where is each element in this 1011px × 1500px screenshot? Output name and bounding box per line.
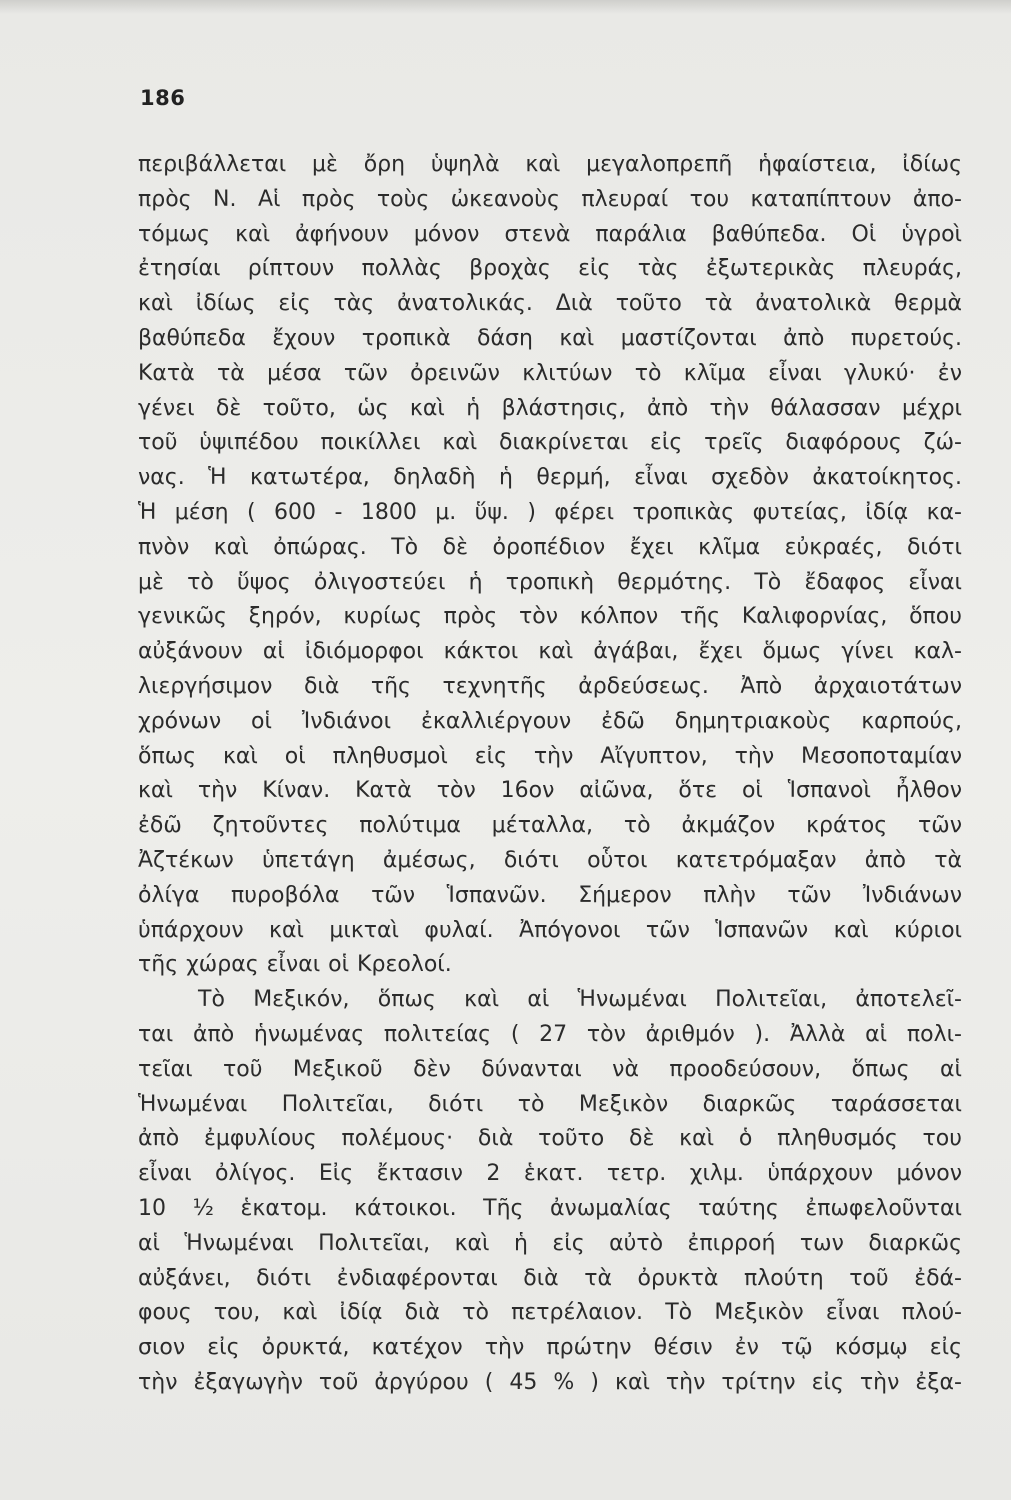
- text-line: τεῖαι τοῦ Μεξικοῦ δὲν δύνανται νὰ προοδεύσουν, ὅπως αἱ: [138, 1056, 962, 1082]
- paragraph-end-line: τῆς χώρας εἶναι οἱ Κρεολοί.: [138, 952, 452, 978]
- text-line: Ἡνωμέναι Πολιτεῖαι, διότι τὸ Μεξικὸν διαρκῶς ταράσσεται: [138, 1091, 962, 1117]
- text-line: πρὸς Ν. Αἱ πρὸς τοὺς ὠκεανοὺς πλευραί του καταπίπτουν ἀπο-: [138, 186, 962, 212]
- text-line: Κατὰ τὰ μέσα τῶν ὀρεινῶν κλιτύων τὸ κλῖμα εἶναι γλυκύ· ἐν: [138, 360, 962, 386]
- text-line: σιον εἰς ὀρυκτά, κατέχον τὴν πρώτην θέσιν ἐν τῷ κόσμῳ εἰς: [138, 1335, 962, 1361]
- text-line: ἐδῶ ζητοῦντες πολύτιμα μέταλλα, τὸ ἀκμάζον κράτος τῶν: [138, 813, 962, 839]
- text-line: ἀπὸ ἐμφυλίους πολέμους· διὰ τοῦτο δὲ καὶ ὁ πληθυσμός του: [138, 1126, 962, 1152]
- text-line: λιεργήσιμον διὰ τῆς τεχνητῆς ἀρδεύσεως. Ἀπὸ ἀρχαιοτάτων: [138, 673, 962, 699]
- paragraph-start-line: Τὸ Μεξικόν, ὅπως καὶ αἱ Ἡνωμέναι Πολιτεῖαι, ἀποτελεῖ-: [198, 987, 962, 1013]
- text-line: πνὸν καὶ ὀπώρας. Τὸ δὲ ὀροπέδιον ἔχει κλῖμα εὐκραές, διότι: [138, 534, 962, 560]
- text-line: τόμως καὶ ἀφήνουν μόνον στενὰ παράλια βαθύπεδα. Οἱ ὑγροὶ: [138, 221, 962, 247]
- text-line: ται ἀπὸ ἡνωμένας πολιτείας ( 27 τὸν ἀριθμόν ). Ἀλλὰ αἱ πολι-: [138, 1021, 962, 1047]
- text-line: ὅπως καὶ οἱ πληθυσμοὶ εἰς τὴν Αἴγυπτον, τὴν Μεσοποταμίαν: [138, 743, 962, 769]
- page-number: 186: [140, 86, 186, 110]
- text-line: τοῦ ὑψιπέδου ποικίλλει καὶ διακρίνεται εἰς τρεῖς διαφόρους ζώ-: [138, 430, 962, 456]
- text-line: καὶ ἰδίως εἰς τὰς ἀνατολικάς. Διὰ τοῦτο τὰ ἀνατολικὰ θερμὰ: [138, 291, 962, 317]
- text-line: γένει δὲ τοῦτο, ὡς καὶ ἡ βλάστησις, ἀπὸ τὴν θάλασσαν μέχρι: [138, 395, 962, 421]
- text-line: Ἡ μέση ( 600 - 1800 μ. ὕψ. ) φέρει τροπικὰς φυτείας, ἰδίᾳ κα-: [138, 499, 962, 525]
- text-line: Ἀζτέκων ὑπετάγη ἀμέσως, διότι οὗτοι κατετρόμαξαν ἀπὸ τὰ: [138, 847, 962, 873]
- text-line: περιβάλλεται μὲ ὄρη ὑψηλὰ καὶ μεγαλοπρεπῆ ἡφαίστεια, ἰδίως: [138, 152, 962, 177]
- text-line: βαθύπεδα ἔχουν τροπικὰ δάση καὶ μαστίζονται ἀπὸ πυρετούς.: [138, 325, 962, 351]
- page-top-edge: [0, 0, 1011, 14]
- text-line: εἶναι ὀλίγος. Εἰς ἔκτασιν 2 ἑκατ. τετρ. χιλμ. ὑπάρχουν μόνον: [138, 1161, 962, 1187]
- text-line: φους του, καὶ ἰδίᾳ διὰ τὸ πετρέλαιον. Τὸ Μεξικὸν εἶναι πλού-: [138, 1300, 962, 1326]
- text-line: ὀλίγα πυροβόλα τῶν Ἱσπανῶν. Σήμερον πλὴν τῶν Ἰνδιάνων: [138, 882, 962, 908]
- text-line: χρόνων οἱ Ἰνδιάνοι ἐκαλλιέργουν ἐδῶ δημητριακοὺς καρπούς,: [138, 708, 962, 734]
- text-line: ὑπάρχουν καὶ μικταὶ φυλαί. Ἀπόγονοι τῶν Ἱσπανῶν καὶ κύριοι: [138, 917, 962, 943]
- body-text: [138, 148, 962, 1401]
- text-line: 10 ½ ἑκατομ. κάτοικοι. Τῆς ἀνωμαλίας ταύτης ἐπωφελοῦνται: [138, 1195, 962, 1221]
- text-line: μὲ τὸ ὕψος ὀλιγοστεύει ἡ τροπικὴ θερμότης. Τὸ ἔδαφος εἶναι: [138, 569, 962, 595]
- text-line: αὐξάνει, διότι ἐνδιαφέρονται διὰ τὰ ὀρυκτὰ πλούτη τοῦ ἐδά-: [138, 1265, 962, 1291]
- text-line: αἱ Ἡνωμέναι Πολιτεῖαι, καὶ ἡ εἰς αὐτὸ ἐπιρροή των διαρκῶς: [138, 1230, 962, 1256]
- text-line: ἐτησίαι ρίπτουν πολλὰς βροχὰς εἰς τὰς ἐξωτερικὰς πλευράς,: [138, 256, 962, 282]
- text-line: αὐξάνουν αἱ ἰδιόμορφοι κάκτοι καὶ ἀγάβαι, ἔχει ὅμως γίνει καλ-: [138, 639, 962, 665]
- text-line: νας. Ἡ κατωτέρα, δηλαδὴ ἡ θερμή, εἶναι σχεδὸν ἀκατοίκητος.: [138, 465, 962, 491]
- text-line: τὴν ἐξαγωγὴν τοῦ ἀργύρου ( 45 % ) καὶ τὴν τρίτην εἰς τὴν ἐξα-: [138, 1369, 962, 1395]
- text-line: καὶ τὴν Κίναν. Κατὰ τὸν 16ον αἰῶνα, ὅτε οἱ Ἱσπανοὶ ἦλθον: [138, 778, 962, 804]
- text-line: γενικῶς ξηρόν, κυρίως πρὸς τὸν κόλπον τῆς Καλιφορνίας, ὅπου: [138, 604, 962, 630]
